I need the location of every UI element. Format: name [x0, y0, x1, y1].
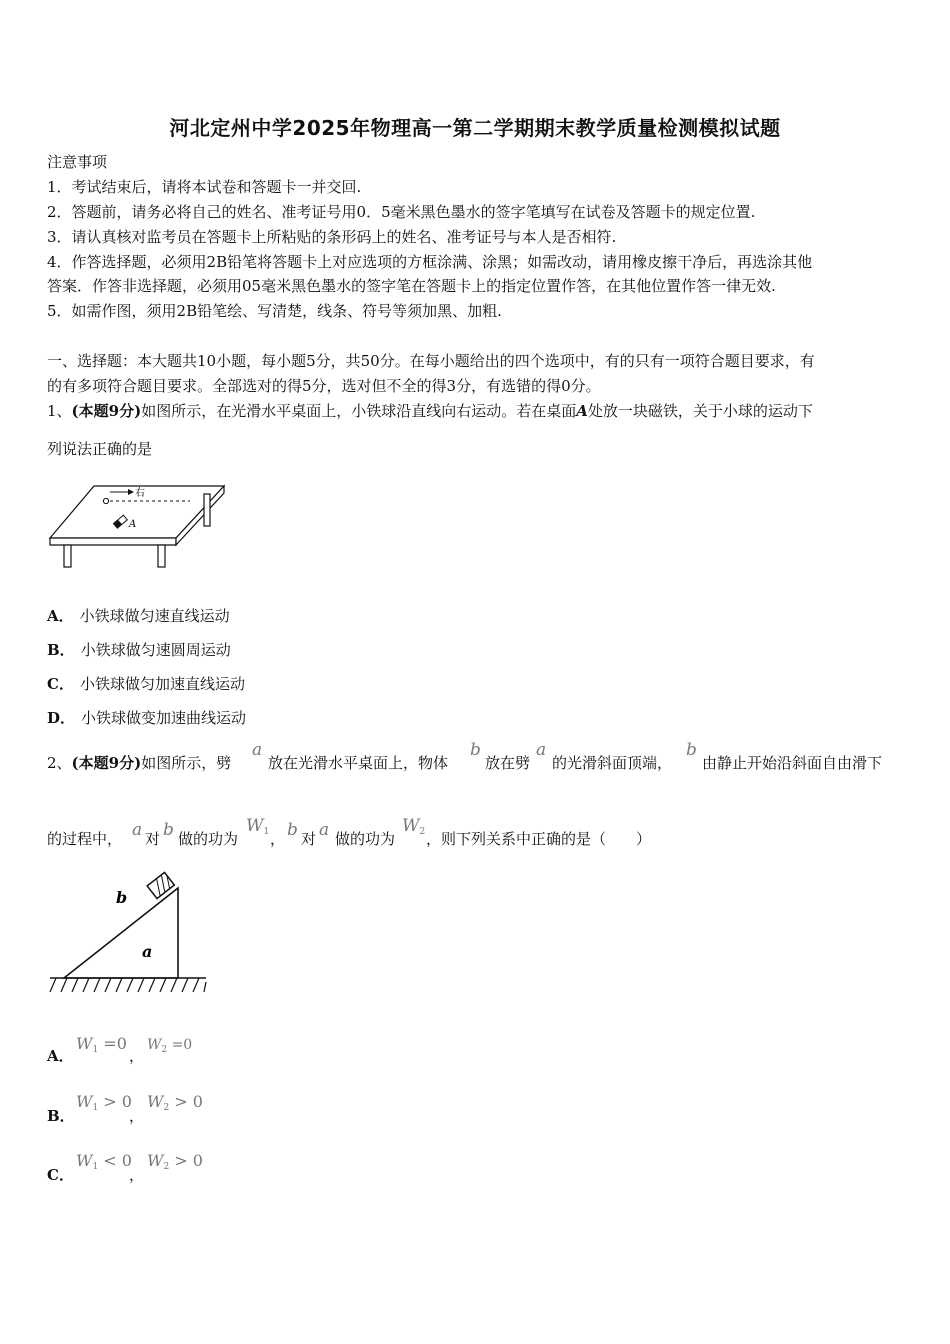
var-a: a [536, 740, 547, 760]
symbol-w2 [402, 816, 425, 837]
var-a: a [319, 820, 330, 840]
var-a: a [132, 820, 143, 840]
question-text: 的过程中， [47, 830, 123, 848]
magnet-label: A [129, 519, 137, 530]
option-letter: B． [47, 641, 75, 659]
section-intro-line: 一、选择题：本大题共10小题，每小题5分，共50分。在每小题给出的四个选项中，有的只有一项符合题目要求，有 [47, 352, 815, 370]
option-c[interactable] [47, 1164, 80, 1185]
w-symbol: W [147, 1092, 164, 1111]
option-c-w1 [76, 1151, 132, 1172]
var-b: b [686, 740, 697, 760]
comma: ， [129, 1047, 145, 1065]
option-a-w1 [76, 1034, 127, 1055]
wedge-figure [46, 870, 211, 998]
comma: ， [129, 1107, 145, 1125]
question-text: 如图所示，劈 [141, 754, 232, 772]
w-subscript: 2 [163, 1103, 170, 1113]
question-text: 如图所示，在光滑水平桌面上，小铁球沿直线向右运动。若在桌面 [141, 402, 577, 420]
question-score: (本题9分) [71, 402, 142, 420]
option-c-w2 [147, 1151, 203, 1172]
question-number: 2、 [47, 754, 72, 772]
option-b[interactable] [47, 639, 231, 660]
question-text: 由静止开始沿斜面自由滑下 [702, 754, 883, 772]
w-subscript: 2 [161, 1045, 168, 1055]
figure-label-b: b [116, 888, 128, 907]
section-intro-line: 的有多项符合题目要求。全部选对的得5分，选对但不全的得3分，有选错的得0分。 [47, 377, 601, 395]
symbol-w1 [246, 816, 269, 837]
notice-item: 2．答题前，请务必将自己的姓名、准考证号用0．5毫米黑色墨水的签字笔填写在试卷及答题卡的规定位置. [47, 203, 756, 221]
option-letter: B． [47, 1107, 75, 1125]
w-symbol: W [147, 1037, 162, 1053]
option-a[interactable] [47, 605, 230, 626]
relation: < 0 [103, 1151, 132, 1170]
notice-item: 5．如需作图，须用2B铅笔绘、写清楚，线条、符号等须加黑、加粗. [47, 302, 502, 320]
var-b: b [287, 820, 298, 840]
option-d[interactable] [47, 707, 246, 728]
option-text: 小铁球做变加速曲线运动 [81, 709, 247, 727]
question-text: 做的功为 [335, 830, 396, 848]
relation: > 0 [103, 1092, 132, 1111]
w-subscript: 1 [263, 827, 270, 837]
w-subscript: 1 [92, 1045, 99, 1055]
relation: =0 [171, 1037, 193, 1053]
relation: > 0 [174, 1151, 203, 1170]
question-text: 的光滑斜面顶端， [552, 754, 673, 772]
question-text: 放在光滑水平桌面上，物体 [268, 754, 449, 772]
question-text: ，则下列关系中正确的是（ ） [426, 830, 652, 848]
question-2-stem [47, 753, 231, 773]
relation: =0 [103, 1034, 127, 1053]
notice-item: 3．请认真核对监考员在答题卡上所粘贴的条形码上的姓名、准考证号与本人是否相符. [47, 228, 617, 246]
notice-heading: 注意事项 [47, 153, 108, 171]
question-1-stem-cont: 列说法正确的是 [47, 440, 153, 458]
var-a: a [252, 740, 263, 760]
w-subscript: 1 [92, 1103, 99, 1113]
w-symbol: W [402, 816, 420, 836]
question-text: 放在劈 [485, 754, 531, 772]
option-letter: A． [47, 1047, 74, 1065]
option-b-w1 [76, 1092, 132, 1113]
option-text: 小铁球做匀加速直线运动 [79, 675, 245, 693]
w-symbol: W [76, 1151, 93, 1170]
w-symbol: W [76, 1034, 93, 1053]
var-b: b [163, 820, 174, 840]
w-subscript: 2 [419, 827, 426, 837]
question-text: 处放一块磁铁，关于小球的运动下 [587, 402, 813, 420]
figure-label-a: a [142, 942, 153, 961]
option-text: 小铁球做匀速直线运动 [79, 607, 230, 625]
option-letter: A． [47, 607, 74, 625]
comma: ， [129, 1166, 145, 1184]
option-b-w2 [147, 1092, 203, 1113]
option-letter: C． [47, 675, 74, 693]
option-text: 小铁球做匀速圆周运动 [80, 641, 231, 659]
w-symbol: W [246, 816, 264, 836]
option-letter: D． [47, 709, 76, 727]
notice-item: 答案．作答非选择题，必须用05毫米黑色墨水的签字笔在答题卡上的指定位置作答，在其他位置作答一律无效. [47, 277, 776, 295]
page-title: 河北定州中学2025年物理高一第二学期期末教学质量检测模拟试题 [169, 116, 781, 140]
var-b: b [470, 740, 481, 760]
option-a-w2 [147, 1037, 192, 1055]
question-text: 做的功为 [178, 830, 239, 848]
w-symbol: W [76, 1092, 93, 1111]
point-label: A [576, 402, 588, 420]
w-subscript: 1 [92, 1162, 99, 1172]
w-subscript: 2 [163, 1162, 170, 1172]
question-score: (本题9分) [71, 754, 142, 772]
relation: > 0 [174, 1092, 203, 1111]
question-1-stem [47, 401, 813, 421]
question-number: 1、 [47, 402, 72, 420]
question-text: ， [270, 830, 286, 848]
question-text: 对 [301, 830, 317, 848]
question-text: 对 [145, 830, 161, 848]
option-letter: C． [47, 1166, 74, 1184]
option-c[interactable] [47, 673, 245, 694]
option-a[interactable] [47, 1045, 80, 1066]
arrow-label: 右 [135, 488, 145, 499]
notice-item: 4．作答选择题，必须用2B铅笔将答题卡上对应选项的方框涂满、涂黑；如需改动，请用橡皮擦干净后，再选涂其他 [47, 253, 813, 271]
w-symbol: W [147, 1151, 164, 1170]
table-figure [44, 478, 234, 574]
notice-item: 1．考试结束后，请将本试卷和答题卡一并交回. [47, 178, 362, 196]
